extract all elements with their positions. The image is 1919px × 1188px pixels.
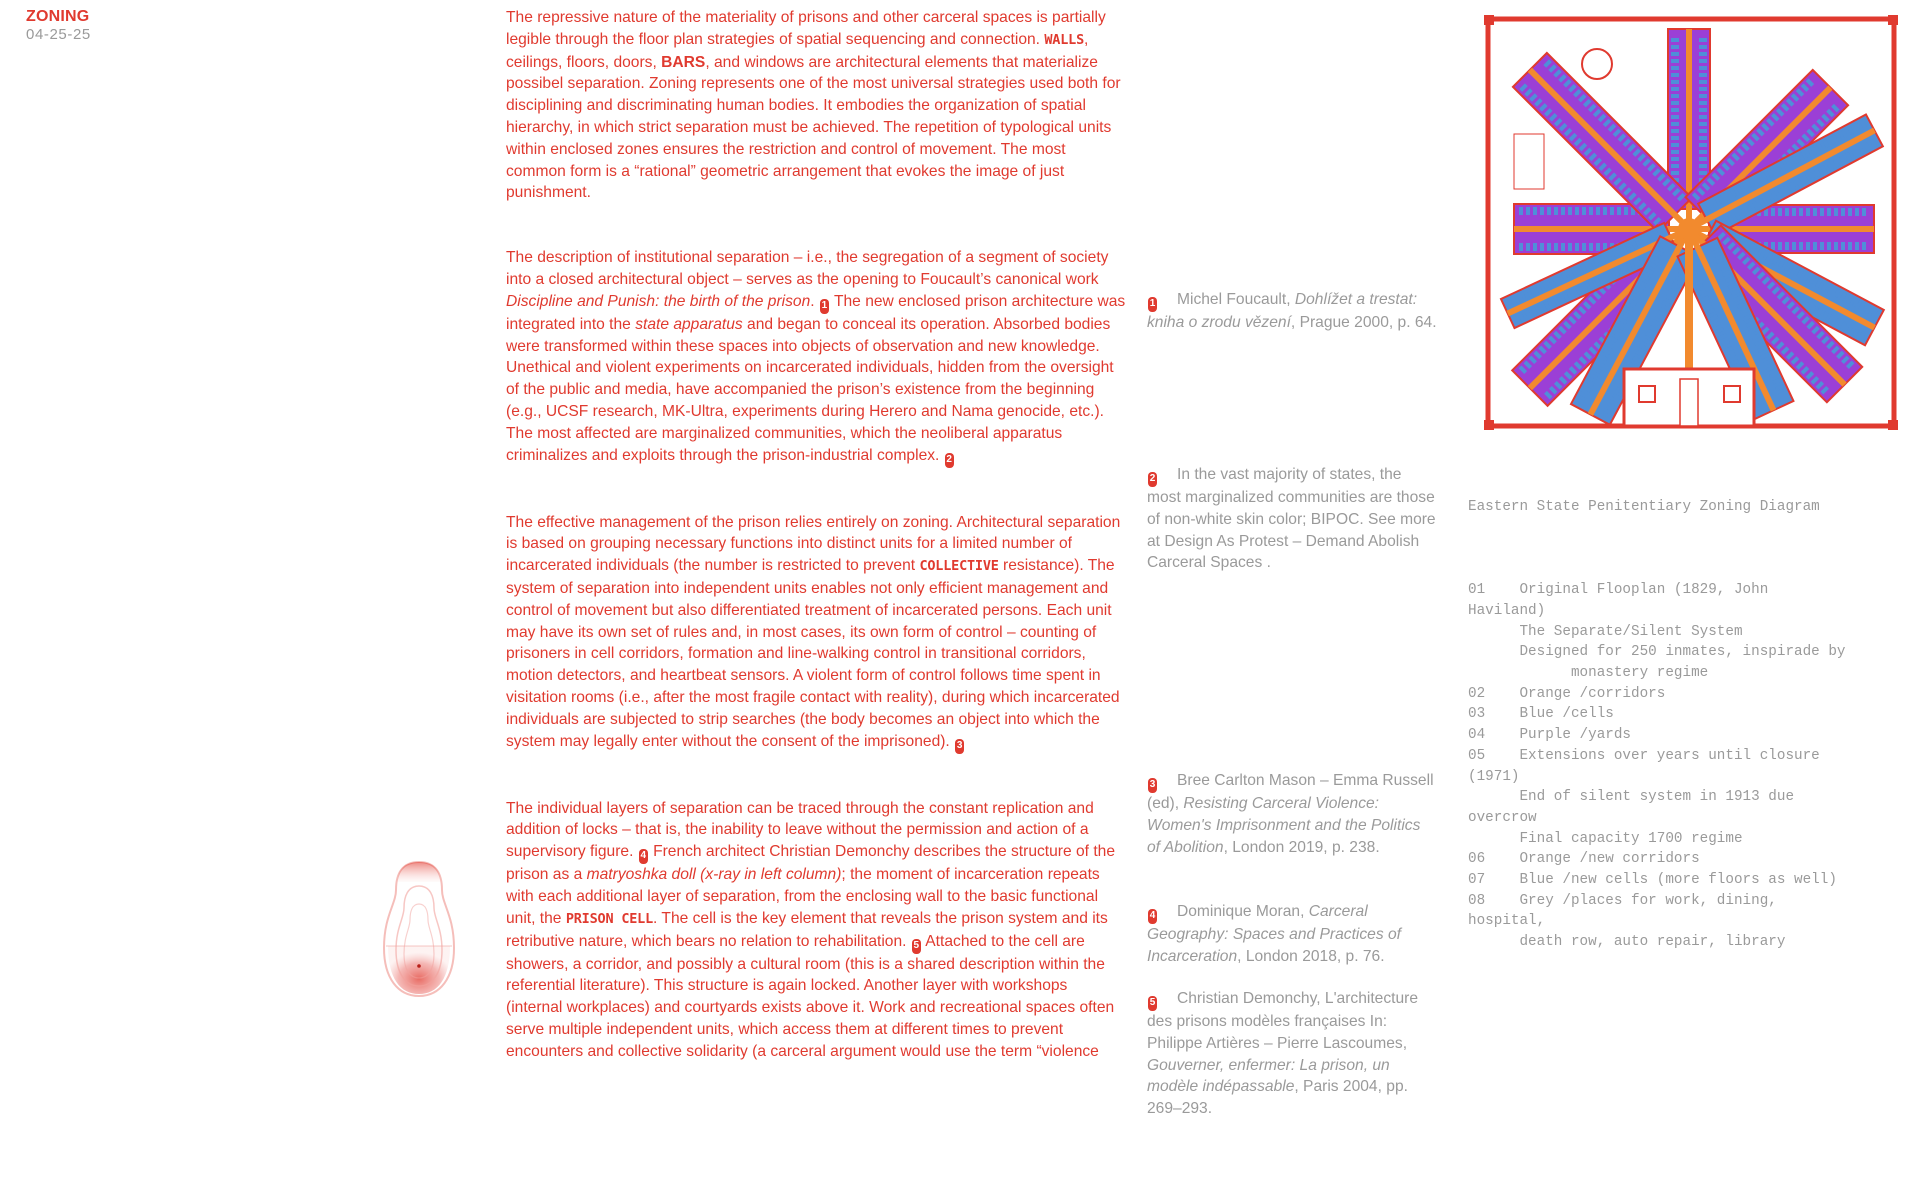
tower-nw	[1484, 15, 1494, 25]
legend-line: monastery regime	[1468, 665, 1709, 682]
legend-line: 01 Original Flooplan (1829, John	[1468, 582, 1769, 599]
paragraph-2: The description of institutional separation – i.e., the segregation of a segment of society into a closed architectural object – serves as the opening to Foucault’s canonical work Discipline and Punish: the birth of the prison. 1 The new enclosed prison architecture was integrated into the state apparatus and began to conceal its operation. Absorbed bodies were transformed within these spaces into objects of observation and new knowledge. Unethical and violent experiments on incarcerated individuals, hidden from the oversight of the public and media, have accompanied the prison’s existence from the beginning (e.g., UCSF research, MK-Ultra, experiments during Herero and Nama genocide, etc.). The most affected are marginalized communities, which the neoliberal apparatus criminalizes and exploits through the prison-industrial complex. 2	[506, 247, 1126, 467]
legend-line: Haviland)	[1468, 602, 1546, 619]
footnote-1: 1 Michel Foucault, Dohlížet a trestat: kniha o zrodu vězení, Prague 2000, p. 64.	[1147, 291, 1437, 331]
tower-se	[1888, 420, 1898, 430]
radial-floorplan-icon	[1484, 14, 1900, 434]
outbuilding	[1514, 134, 1544, 189]
penitentiary-zoning-diagram	[1484, 14, 1900, 434]
legend-line: 03 Blue /cells	[1468, 706, 1614, 723]
entry-corridor	[1685, 229, 1693, 369]
page-header	[26, 7, 91, 44]
diagram-legend	[1468, 456, 1918, 974]
walls-keyword: WALLS	[1044, 31, 1084, 48]
legend-list	[1468, 580, 1918, 953]
legend-line: 05 Extensions over years until closure	[1468, 747, 1820, 764]
legend-line: death row, auto repair, library	[1468, 934, 1786, 951]
legend-line: The Separate/Silent System	[1468, 623, 1743, 640]
book-title: Discipline and Punish: the birth of the prison	[506, 292, 811, 310]
footnote-3: 3 Bree Carlton Mason – Emma Russell (ed), Resisting Carceral Violence: Women's Imprisonment and the Politics of Abolition, London 2019, p. 238.	[1147, 772, 1434, 856]
matryoshka-icon	[372, 856, 466, 1006]
legend-line: hospital,	[1468, 913, 1546, 930]
footnote-ref-5[interactable]: 5	[912, 939, 921, 954]
matryoshka-xray-image	[372, 856, 466, 1006]
tower-ne	[1888, 15, 1898, 25]
legend-line: 08 Grey /places for work, dining,	[1468, 892, 1777, 909]
footnote-2: 2 In the vast majority of states, the most marginalized communities are those of non-white skin color; BIPOC. See more at Design As Protest – Demand Abolish Carceral Spaces .	[1147, 466, 1436, 572]
collective-keyword: COLLECTIVE	[919, 558, 999, 575]
footnote-ref-4[interactable]: 4	[639, 849, 648, 864]
legend-line: overcrow	[1468, 809, 1537, 826]
footnote-5: 5 Christian Demonchy, L'architecture des prisons modèles françaises In: Philippe Artières – Pierre Lascoumes, Gouverner, enfermer: La prison, un modèle indépassable, Paris 2004, pp. 269–293.	[1147, 990, 1419, 1118]
tower-sw	[1484, 420, 1494, 430]
legend-line: 02 Orange /corridors	[1468, 685, 1666, 702]
legend-line: 07 Blue /new cells (more floors as well)	[1468, 872, 1837, 889]
bars-keyword: BARS	[661, 53, 706, 71]
footnote-ref-3[interactable]: 3	[955, 739, 964, 754]
page-title: ZONING	[26, 8, 90, 25]
paragraph-4: The individual layers of separation can be traced through the constant replication and addition of locks – that is, the inability to leave without the permission and action of a supervisory figure. 4 French architect Christian Demonchy describes the structure of the prison as a matryoshka doll (x-ray in left column); the moment of incarceration repeats with each additional layer of separation, from the enclosing wall to the basic functional unit, the PRISON CELL. The cell is the key element that reveals the prison system and its retributive nature, which bears no relation to rehabilitation. 5 Attached to the cell are showers, a corridor, and possibly a cultural room (this is a shared description within the referential literature). This structure is again locked. Another layer with workshops (internal workplaces) and courtyards exists above it. Work and recreational spaces often serve multiple independent units, which access them at different times to prevent encounters and collective solidarity (a carceral argument would use the term “violence	[506, 799, 1116, 1060]
legend-line: (1971)	[1468, 768, 1520, 785]
footnote-4: 4 Dominique Moran, Carceral Geography: Spaces and Practices of Incarceration, London 2018, p. 76.	[1147, 903, 1401, 965]
legend-line: 04 Purple /yards	[1468, 727, 1632, 744]
legend-line: Designed for 250 inmates, inspirade by	[1468, 644, 1846, 661]
legend-line: 06 Orange /new corridors	[1468, 851, 1700, 868]
paragraph-3: The effective management of the prison relies entirely on zoning. Architectural separation is based on grouping necessary functions into distinct units for a limited number of incarcerated individuals (the number is restricted to prevent COLLECTIVE resistance). The system of separation into independent units enables not only efficient management and control of movement but also differentiated treatment of incarcerated persons. Each unit may have its own set of rules and, in most cases, its own form of control – counting of prisoners in cell corridors, formation and line-walking control in transitional corridors, motion detectors, and heartbeat sensors. A violent form of control follows time spent in visitation rooms (i.e., after the most fragile contact with reality), during which incarcerated individuals are subjected to strip searches (the body becomes an object into which the system may legally enter without the consent of the imprisoned). 3	[506, 512, 1126, 754]
footnote-ref-1[interactable]: 1	[820, 299, 829, 314]
gate-passage	[1680, 379, 1698, 426]
footnote-ref-2[interactable]: 2	[945, 453, 954, 468]
diagram-caption: Eastern State Penitentiary Zoning Diagram	[1468, 499, 1820, 516]
legend-line: End of silent system in 1913 due	[1468, 789, 1795, 806]
central-hub	[1678, 218, 1700, 240]
prison-cell-keyword: PRISON CELL	[565, 910, 654, 927]
page-date: 04-25-25	[26, 26, 91, 43]
paragraph-1: The repressive nature of the materiality of prisons and other carceral spaces is partially legible through the floor plan strategies of spatial sequencing and connection. WALLS, ceilings, floors, doors, BARS, and windows are architectural elements that materialize possibel separation. Zoning represents one of the most universal strategies used both for disciplining and discriminating human bodies. It embodies the organization of spatial hierarchy, in which strict separation must be achieved. The repetition of typological units within enclosed zones ensures the restriction and control of movement. The most common form is a “rational” geometric arrangement that evokes the image of just punishment.	[506, 9, 1121, 202]
annex-rotunda	[1582, 49, 1612, 79]
main-text	[506, 7, 1126, 1106]
legend-line: Final capacity 1700 regime	[1468, 830, 1743, 847]
